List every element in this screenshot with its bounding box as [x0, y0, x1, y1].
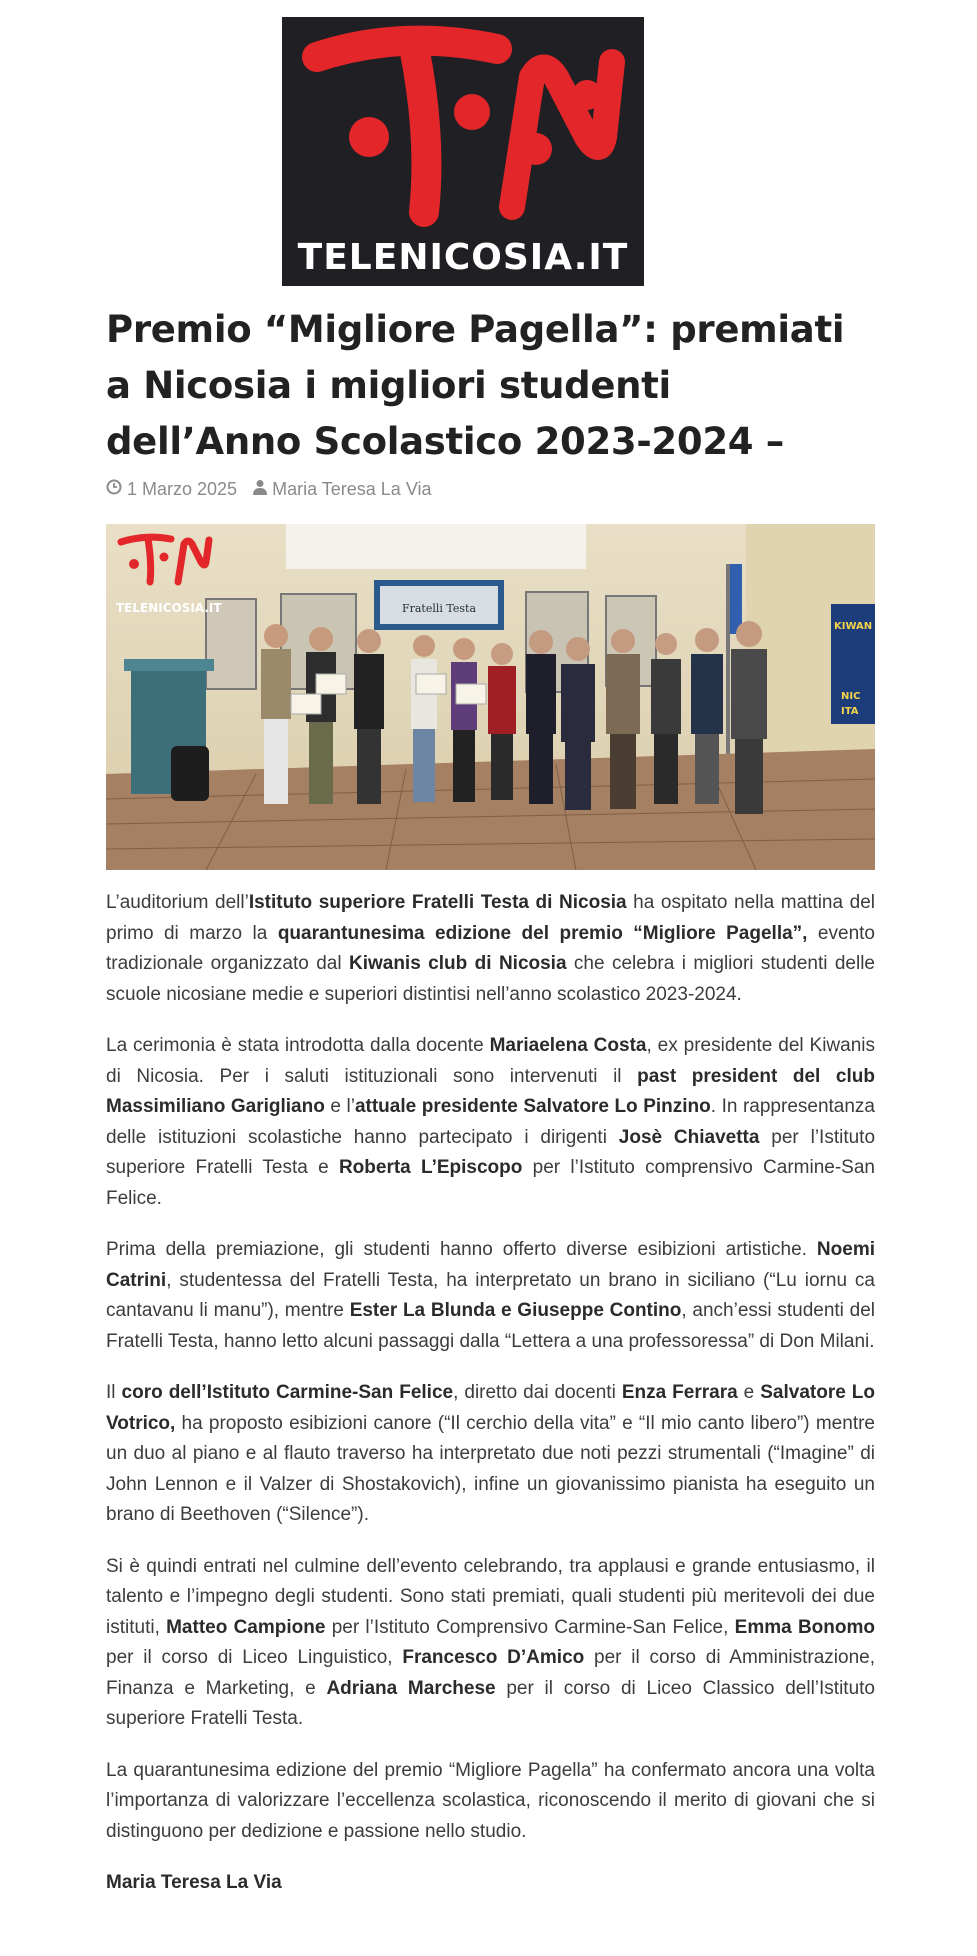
article-photo [106, 524, 875, 870]
article-author[interactable]: Maria Teresa La Via [272, 479, 432, 499]
article-signature: Maria Teresa La Via [106, 1872, 282, 1893]
photo-side-banner-3: ITA [841, 706, 859, 717]
article-title: Premio “Migliore Pagella”: premiati a Nicosia i migliori studenti dell’Anno Scolastico 2023-2024 – [106, 308, 845, 463]
article-meta [106, 479, 432, 500]
photo-watermark-text: TELENICOSIA.IT [116, 601, 222, 615]
clock-icon [106, 479, 122, 500]
paragraph: La quarantunesima edizione del premio “Migliore Pagella” ha confermato ancora una volta l’importanza di valorizzare l’eccellenza scolastica, riconoscendo il merito di giovani che si distinguono per dedizione e passione nello studio. [106, 1759, 875, 1842]
logo-wordmark: TELENICOSIA.IT [297, 237, 629, 278]
paragraph: Il coro dell’Istituto Carmine-San Felice, diretto dai docenti Enza Ferrara e Salvatore Lo Votrico, ha proposto esibizioni canore (“Il cerchio della vita” e “Il mio canto libero”) mentre un duo al piano e al flauto traverso ha interpretato due noti pezzi strumentali (“Imagine” di John Lennon e il Valzer di Shostakovich), infine un giovanissimo pianista ha eseguito un brano di Beethoven (“Silence”). [106, 1382, 876, 1525]
article-date: 1 Marzo 2025 [127, 479, 238, 499]
paragraph: La cerimonia è stata introdotta dalla docente Mariaelena Costa, ex presidente del Kiwanis di Nicosia. Per i saluti istituzionali sono intervenuti il past president del club Massimiliano Garigliano e l’attuale presidente Salvatore Lo Pinzino. In rappresentanza delle istituzioni scolastiche hanno partecipato i dirigenti Josè Chiavetta per l’Istituto superiore Fratelli Testa e Roberta L’Episcopo per l’Istituto comprensivo Carmine-San Felice. [106, 1035, 876, 1209]
photo-banner-text: Fratelli Testa [401, 602, 477, 615]
user-icon [253, 479, 267, 500]
photo-side-banner-2: NIC [841, 691, 861, 702]
paragraph: Si è quindi entrati nel culmine dell’evento celebrando, tra applausi e grande entusiasmo, il talento e l’impegno degli studenti. Sono stati premiati, quali studenti più meritevoli dei due istituti, Matteo Campione per l’Istituto Comprensivo Carmine-San Felice, Emma Bonomo per il corso di Liceo Linguistico, Francesco D’Amico per il corso di Amministrazione, Finanza e Marketing, e Adriana Marchese per il corso di Liceo Classico dell’Istituto superiore Fratelli Testa. [106, 1555, 875, 1729]
paragraph: Prima della premiazione, gli studenti hanno offerto diverse esibizioni artistiche. Noemi Catrini, studentessa del Fratelli Testa, ha interpretato un brano in siciliano (“Lu iornu ca cantavanu li manu”), mentre Ester La Blunda e Giuseppe Contino, anch’essi studenti del Fratelli Testa, hanno letto alcuni passaggi dalla “Lettera a una professoressa” di Don Milani. [106, 1239, 875, 1352]
photo-side-banner-1: KIWAN [834, 621, 873, 632]
article-body [106, 888, 875, 1920]
ceremony-photo [106, 524, 875, 870]
paragraph: L’auditorium dell’Istituto superiore Fratelli Testa di Nicosia ha ospitato nella mattina del primo di marzo la quarantunesima edizione del premio “Migliore Pagella”, evento tradizionale organizzato dal Kiwanis club di Nicosia che celebra i migliori studenti delle scuole nicosiane medie e superiori distintisi nell’anno scolastico 2023-2024. [106, 892, 875, 1005]
site-logo[interactable] [282, 17, 644, 286]
